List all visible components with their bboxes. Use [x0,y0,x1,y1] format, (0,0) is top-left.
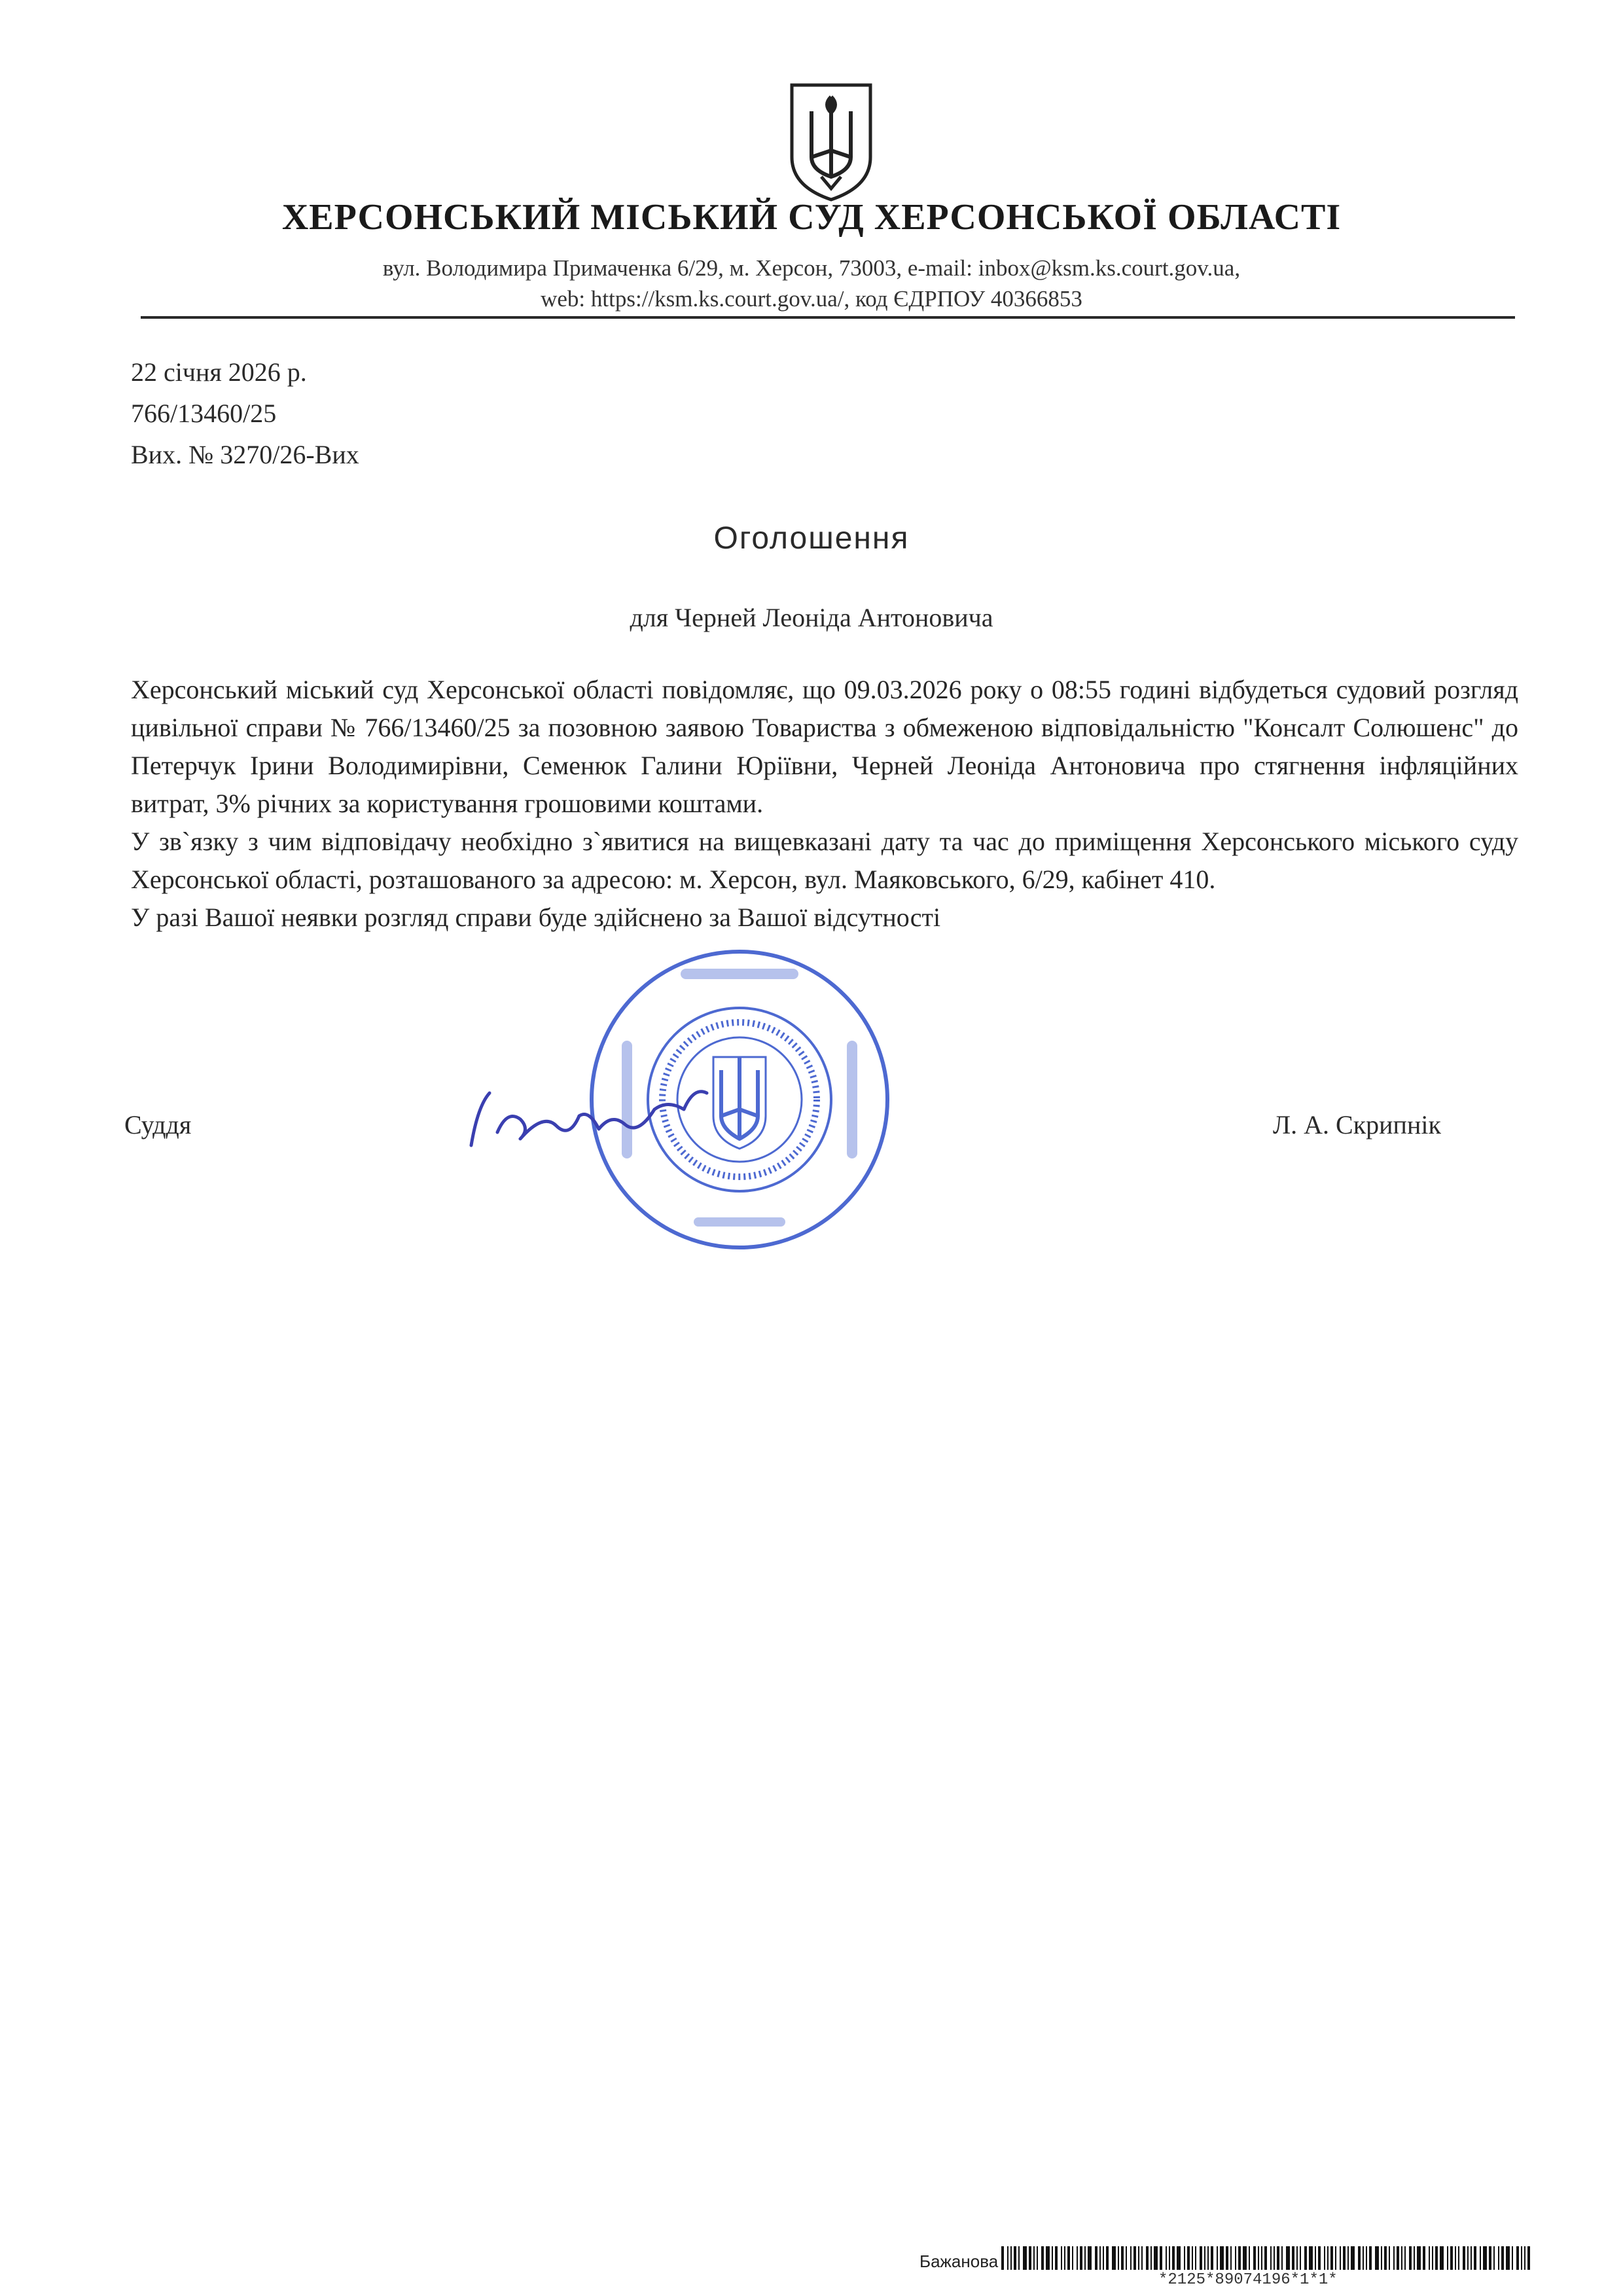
notice-paragraph: У разі Вашої неявки розгляд справи буде здійснено за Вашої відсутності [131,903,941,932]
barcode-bar [1217,2246,1218,2270]
barcode-bar [1277,2246,1279,2270]
barcode-bar [1207,2246,1209,2270]
barcode-bar [1389,2246,1390,2270]
barcode-bar [1447,2246,1448,2270]
barcode-bar [1133,2246,1136,2270]
barcode-bar [1077,2246,1078,2270]
barcode-bar [1315,2246,1316,2270]
barcode-bar [1527,2246,1530,2270]
barcode-bar [1335,2246,1336,2270]
notice-paragraph: Херсонський міський суд Херсонської області повідомляє, що 09.03.2026 року о 08:55 годині відбудеться судовий розгляд цивільної справи № 766/13460/25 за позовною заявою Товариства з обмеженою відповідальністю "Консалт Солюшенс" до Петерчук Ірини Володимирівни, Семенюк Галини Юріївни, Черней Леоніда Антоновича про стягнення інфляційних витрат, 3% річних за користування грошовими коштами. [131,675,1518,818]
barcode-bar [1243,2246,1247,2270]
barcode-bar [1474,2246,1476,2270]
barcode-bar [1095,2246,1097,2270]
barcode-bar [1467,2246,1469,2270]
barcode-bar [1369,2246,1372,2270]
barcode-bar [1014,2246,1016,2270]
barcode-bar [1238,2246,1241,2270]
barcode-bar [1292,2246,1294,2270]
barcode-bar [1072,2246,1073,2270]
barcode-bar [1226,2246,1228,2270]
barcode-bar [1483,2246,1487,2270]
barcode-bar [1138,2246,1139,2270]
barcode-bar [1340,2246,1341,2270]
barcode-bar [1146,2246,1149,2270]
barcode-bar [1067,2246,1070,2270]
barcode-bar [1010,2246,1012,2270]
barcode-bar [1187,2246,1190,2270]
barcode [1001,2246,1538,2270]
barcode-bar [1351,2246,1355,2270]
barcode-bar [1037,2246,1038,2270]
barcode-bar [1064,2246,1065,2270]
barcode-bar [1309,2246,1313,2270]
barcode-bar [1126,2246,1127,2270]
barcode-bar [1230,2246,1232,2270]
barcode-bar [1220,2246,1224,2270]
barcode-bar [1023,2246,1027,2270]
judge-signature [458,1047,720,1178]
barcode-bar [1166,2246,1167,2270]
barcode-bar [1304,2246,1307,2270]
judge-name: Л. А. Скрипнік [1273,1110,1441,1139]
barcode-bar [1506,2246,1510,2270]
court-name-heading: ХЕРСОНСЬКИЙ МІСЬКИЙ СУД ХЕРСОНСЬКОЇ ОБЛАСТІ [281,197,1342,238]
barcode-bar [1033,2246,1035,2270]
barcode-bar [1397,2246,1399,2270]
barcode-bar [1414,2246,1415,2270]
notice-addressee: для Черней Леоніда Антоновича [630,603,993,632]
barcode-bar [1432,2246,1433,2270]
barcode-bar [1204,2246,1205,2270]
barcode-bar [1118,2246,1119,2270]
barcode-bar [1029,2246,1031,2270]
barcode-bar [1409,2246,1412,2270]
barcode-bar [1211,2246,1213,2270]
barcode-bar [1200,2246,1202,2270]
barcode-bar [1375,2246,1379,2270]
barcode-bar [1330,2246,1333,2270]
barcode-bar [1501,2246,1504,2270]
barcode-bar [1052,2246,1053,2270]
barcode-bar [1493,2246,1495,2270]
barcode-bar [1106,2246,1109,2270]
barcode-bar [1103,2246,1104,2270]
barcode-bar [1281,2246,1283,2270]
barcode-bar [1274,2246,1275,2270]
barcode-bar [1401,2246,1402,2270]
barcode-bar [1521,2246,1522,2270]
barcode-bar [1258,2246,1259,2270]
barcode-bar [1084,2246,1086,2270]
barcode-bar [1154,2246,1158,2270]
barcode-bar [1458,2246,1459,2270]
barcode-bar [1080,2246,1082,2270]
judge-role-label: Суддя [124,1110,192,1139]
barcode-bar [1261,2246,1262,2270]
barcode-bar [1404,2246,1406,2270]
outgoing-number: Вих. № 3270/26-Вих [131,440,359,469]
trident-icon [785,79,877,203]
barcode-bar [1007,2246,1008,2270]
barcode-bar [1343,2246,1346,2270]
barcode-bar [1435,2246,1438,2270]
barcode-bar [1061,2246,1062,2270]
barcode-bar [1489,2246,1491,2270]
barcode-bar [1429,2246,1430,2270]
barcode-bar [1296,2246,1298,2270]
barcode-bar [1286,2246,1290,2270]
barcode-bar [1480,2246,1481,2270]
barcode-bar [1463,2246,1465,2270]
barcode-bar [1046,2246,1050,2270]
barcode-bar [1264,2246,1267,2270]
barcode-bar [1363,2246,1364,2270]
barcode-bar [1195,2246,1196,2270]
barcode-bar [1121,2246,1124,2270]
barcode-bar [1041,2246,1044,2270]
barcode-number: *2125*89074196*1*1* [1158,2271,1338,2289]
header-divider [141,316,1515,319]
barcode-bar [1450,2246,1453,2270]
barcode-bar [1381,2246,1382,2270]
barcode-bar [1270,2246,1272,2270]
barcode-bar [1192,2246,1193,2270]
barcode-bar [1088,2246,1092,2270]
barcode-bar [1055,2246,1058,2270]
barcode-label: Бажанова [919,2251,999,2271]
barcode-bar [1524,2246,1525,2270]
notice-body [131,671,1518,937]
barcode-bar [1235,2246,1236,2270]
barcode-bar [1384,2246,1387,2270]
barcode-bar [1112,2246,1116,2270]
court-web-and-code: web: https://ksm.ks.court.gov.ua/, код ЄДРПОУ 40366853 [541,286,1082,312]
barcode-bar [1099,2246,1101,2270]
barcode-bar [1423,2246,1425,2270]
notice-title: Оголошення [713,521,910,556]
barcode-bar [1440,2246,1444,2270]
barcode-bar [1018,2246,1020,2270]
barcode-bar [1417,2246,1421,2270]
barcode-bar [1160,2246,1162,2270]
barcode-bar [1130,2246,1132,2270]
barcode-bar [1471,2246,1472,2270]
barcode-bar [1141,2246,1143,2270]
barcode-bar [1498,2246,1499,2270]
barcode-bar [1253,2246,1256,2270]
barcode-bar [1516,2246,1519,2270]
barcode-bar [1150,2246,1152,2270]
barcode-bar [1249,2246,1250,2270]
barcode-bar [1324,2246,1325,2270]
document-date: 22 січня 2026 р. [131,357,307,387]
barcode-bar [1455,2246,1456,2270]
barcode-bar [1358,2246,1361,2270]
barcode-bar [1366,2246,1367,2270]
notice-paragraph: У зв`язку з чим відповідачу необхідно з`явитися на вищевказані дату та час до приміщення Херсонського міського суду Херсонської області, розташованого за адресою: м. Херсон, вул. Маяковського, 6/29, кабінет 410. [131,827,1518,894]
barcode-bar [1172,2246,1175,2270]
barcode-bar [1393,2246,1395,2270]
barcode-bar [1327,2246,1329,2270]
barcode-bar [1001,2246,1004,2270]
barcode-bar [1184,2246,1185,2270]
court-address: вул. Володимира Примаченка 6/29, м. Херсон, 73003, e-mail: inbox@ksm.ks.court.gov.ua, [382,255,1241,281]
barcode-bar [1512,2246,1513,2270]
barcode-bar [1177,2246,1181,2270]
barcode-bar [1318,2246,1321,2270]
case-number: 766/13460/25 [131,399,277,428]
barcode-bar [1347,2246,1349,2270]
barcode-bar [1169,2246,1170,2270]
barcode-bar [1300,2246,1301,2270]
